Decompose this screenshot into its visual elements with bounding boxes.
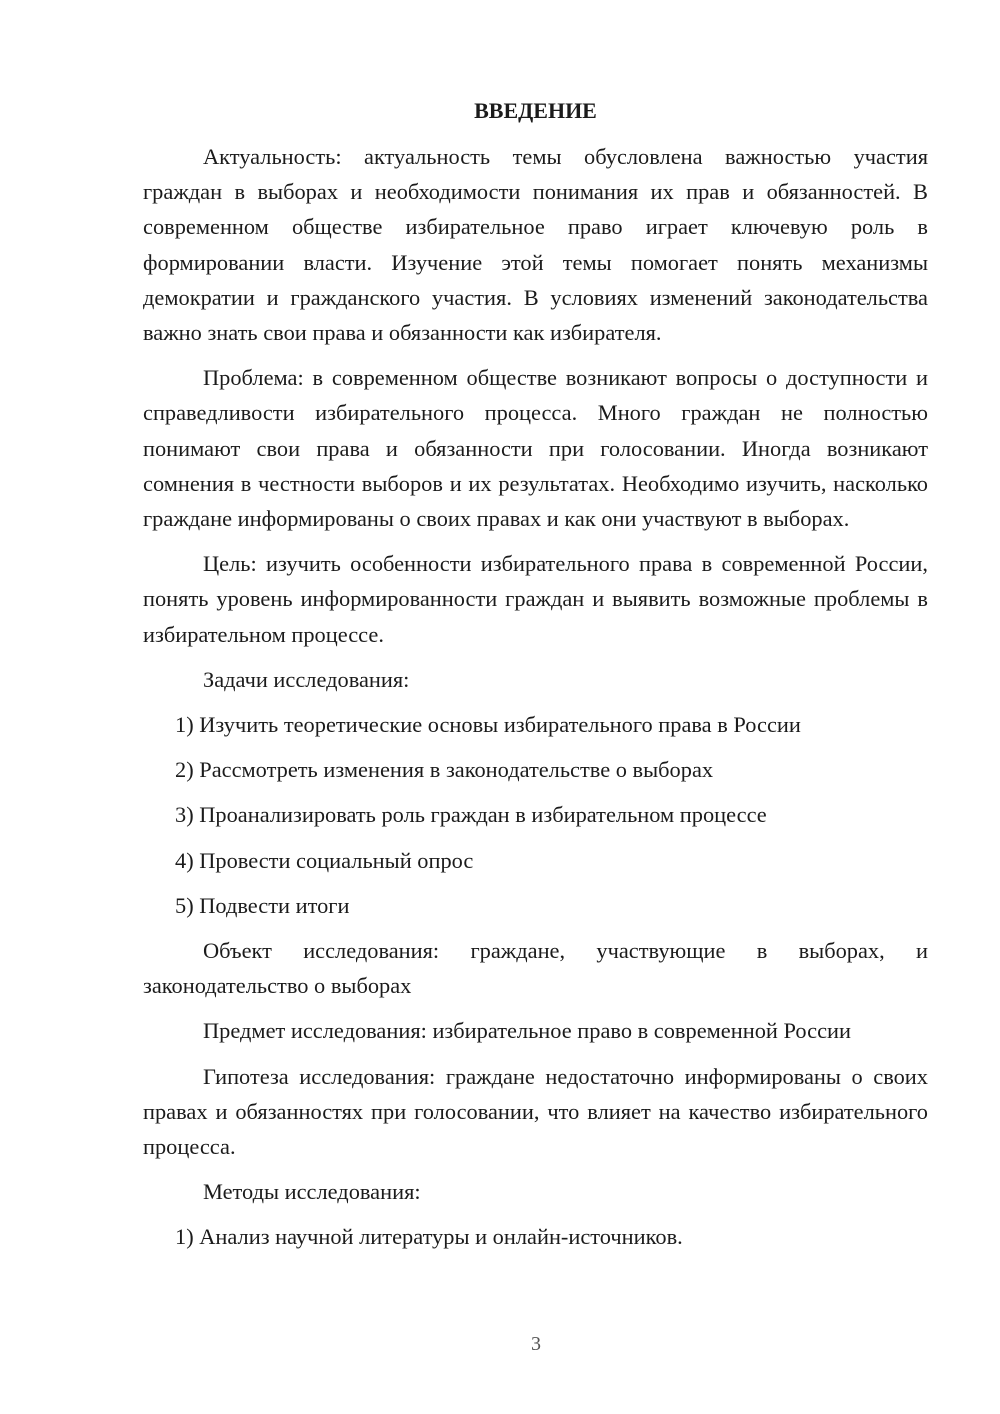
- page-content: [143, 94, 928, 1265]
- tasks-list: [143, 707, 928, 923]
- methods-label: Методы исследования:: [203, 1179, 421, 1205]
- methods-list: [143, 1219, 928, 1254]
- problem-paragraph: Проблема: в современном обществе возникают вопросы о доступности и справедливости избирательного процесса. Много граждан не полностью понимают свои права и обязанности при голосовании. Иногда возникают сомнения в честности выборов и их результатах. Необходимо изучить, насколько граждане информированы о своих правах и как они участвуют в выборах.: [143, 365, 928, 532]
- task-item: 2) Рассмотреть изменения в законодательстве о выборах: [175, 757, 714, 783]
- tasks-label: Задачи исследования:: [203, 666, 410, 692]
- task-item: 5) Подвести итоги: [175, 892, 350, 918]
- section-heading: ВВЕДЕНИЕ: [474, 98, 597, 123]
- hypothesis-paragraph: Гипотеза исследования: граждане недостаточно информированы о своих правах и обязанностях при голосовании, что влияет на качество избирательного процесса.: [143, 1063, 928, 1160]
- relevance-paragraph: Актуальность: актуальность темы обусловлена важностью участия граждан в выборах и необходимости понимания их прав и обязанностей. В современном обществе избирательное право играет ключевую роль в формировании власти. Изучение этой темы помогает понять механизмы демократии и гражданского участия. В условиях изменений законодательства важно знать свои права и обязанности как избирателя.: [143, 144, 928, 346]
- subject-paragraph: Предмет исследования: избирательное право в современной России: [203, 1018, 851, 1044]
- task-item: 3) Проанализировать роль граждан в избирательном процессе: [175, 802, 767, 828]
- goal-paragraph: Цель: изучить особенности избирательного права в современной России, понять уровень информированности граждан и выявить возможные проблемы в избирательном процессе.: [143, 551, 928, 647]
- method-item: 1) Анализ научной литературы и онлайн-источников.: [175, 1224, 683, 1250]
- task-item: 1) Изучить теоретические основы избирательного права в России: [175, 712, 801, 738]
- object-paragraph: Объект исследования: граждане, участвующие в выборах, и законодательство о выборах: [143, 938, 928, 999]
- task-item: 4) Провести социальный опрос: [175, 847, 474, 873]
- page-number: 3: [531, 1333, 541, 1355]
